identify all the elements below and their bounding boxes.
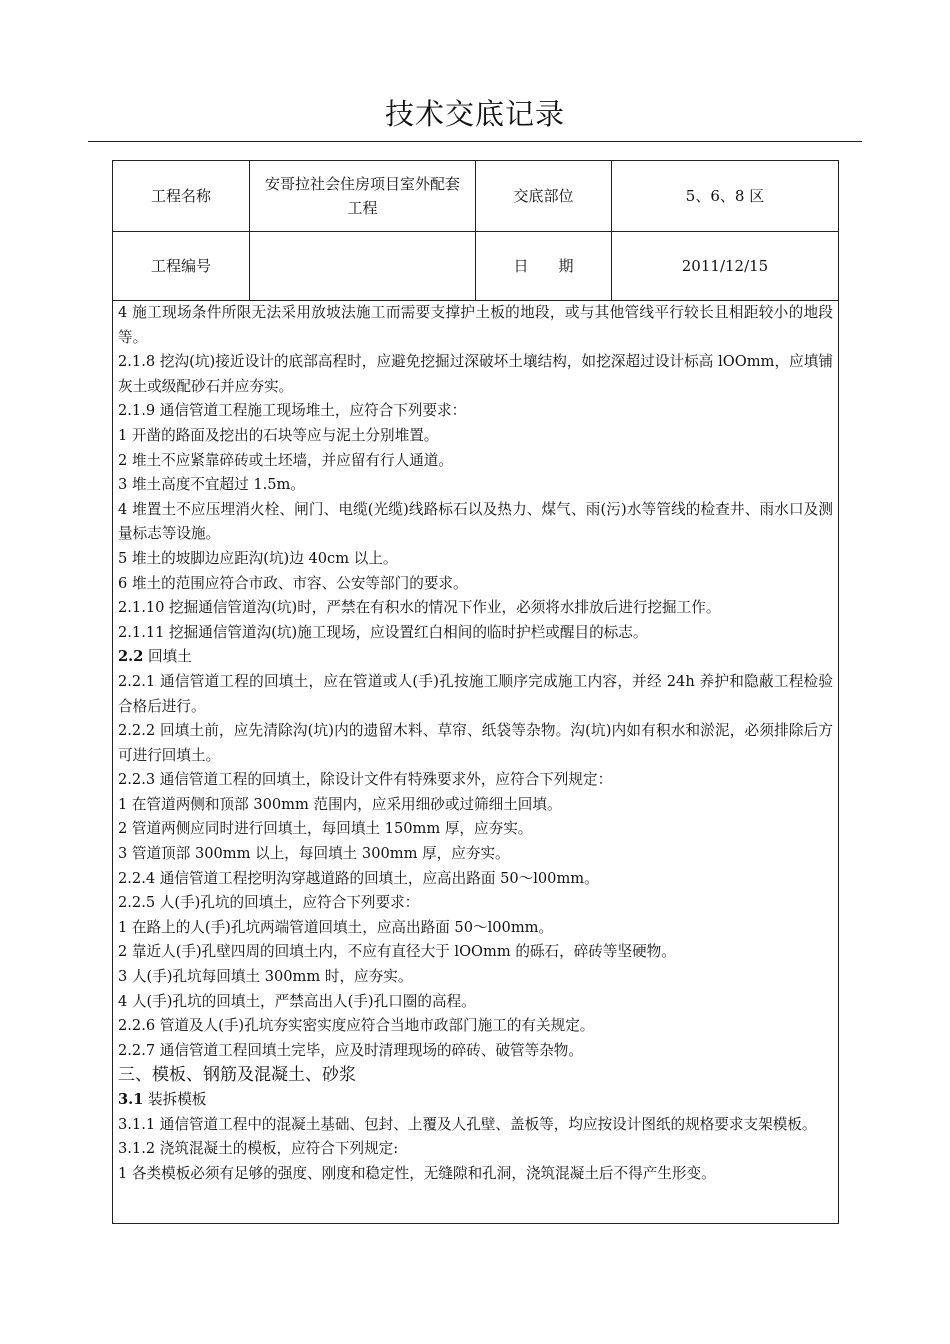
project-name-label: 工程名称 — [150, 187, 211, 205]
title-underline — [88, 141, 862, 142]
paragraph-text: 2.1.9 通信管道工程施工现场堆土，应符合下列要求： — [118, 402, 467, 420]
project-code-label: 工程编号 — [150, 257, 211, 275]
content-paragraph — [118, 940, 833, 965]
content-paragraph — [118, 1088, 833, 1113]
content-paragraph — [118, 301, 833, 350]
content-paragraph — [118, 1162, 833, 1187]
paragraph-text: 1 开凿的路面及挖出的石块等应与泥土分别堆置。 — [118, 426, 439, 444]
disclosure-form — [112, 160, 839, 1224]
paragraph-text: 三、模板、钢筋及混凝土、砂浆 — [118, 1065, 356, 1086]
paragraph-text: 2.2.1 通信管道工程的回填土，应在管道或人(手)孔按施工顺序完成施工内容，并经 24h 养护和隐蔽工程检验合格后进行。 — [118, 672, 833, 715]
project-name-value: 安哥拉社会住房项目室外配套工程 — [264, 175, 460, 217]
paragraph-text: 2.2.2 回填土前，应先清除沟(坑)内的遗留木料、草帘、纸袋等杂物。沟(坑)内如有积水和淤泥，必须排除后方可进行回填土。 — [118, 722, 833, 764]
section-number: 2.2 — [118, 648, 144, 666]
paragraph-text: 2.2.6 管道及人(手)孔坑夯实密实度应符合当地市政部门施工的有关规定。 — [118, 1017, 595, 1035]
content-paragraph — [118, 473, 833, 498]
content-paragraph — [118, 596, 833, 621]
paragraph-text: 2.1.10 挖掘通信管道沟(坑)时，严禁在有积水的情况下作业，必须将水排放后进行挖掘工作。 — [118, 599, 721, 617]
content-paragraph — [118, 916, 833, 941]
paragraph-text: 2 堆土不应紧靠碎砖或土坯墙，并应留有行人通道。 — [118, 451, 453, 469]
content-paragraph — [118, 793, 833, 818]
content-paragraph — [118, 621, 833, 646]
content-paragraph — [118, 719, 833, 768]
location-label: 交底部位 — [513, 187, 574, 205]
content-paragraph — [118, 842, 833, 867]
paragraph-text: 3 堆土高度不宜超过 1.5m。 — [118, 476, 305, 494]
content-paragraph — [118, 547, 833, 572]
paragraph-text: 5 堆土的坡脚边应距沟(坑)边 40cm 以上。 — [118, 549, 398, 567]
content-paragraph — [118, 424, 833, 449]
paragraph-text: 3.1.2 浇筑混凝土的模板，应符合下列规定: — [118, 1140, 399, 1158]
paragraph-text: 2.1.11 挖掘通信管道沟(坑)施工现场，应设置红白相间的临时护栏或醒目的标志。 — [118, 623, 648, 641]
paragraph-text: 2.2.7 通信管道工程回填土完毕，应及时清理现场的碎砖、破管等杂物。 — [118, 1041, 583, 1059]
location-value: 5、6、8 区 — [685, 187, 765, 205]
content-paragraph — [118, 1137, 833, 1162]
content-paragraph — [118, 891, 833, 916]
content-paragraph — [118, 670, 833, 719]
paragraph-text: 1 各类模板必须有足够的强度、刚度和稳定性，无缝隙和孔洞，浇筑混凝土后不得产生形变。 — [118, 1164, 716, 1182]
content-paragraph — [118, 867, 833, 892]
paragraph-text: 2 靠近人(手)孔壁四周的回填土内，不应有直径大于 lOOmm 的砾石，碎砖等坚硬物。 — [118, 943, 676, 961]
paragraph-text: 2.1.8 挖沟(坑)接近设计的底部高程时，应避免挖掘过深破坏土壤结构，如挖深超过设计标高 lOOmm，应填铺灰土或级配砂石并应夯实。 — [118, 353, 833, 395]
content-paragraph — [118, 817, 833, 842]
content-paragraph — [118, 1039, 833, 1064]
date-label: 日 期 — [513, 257, 574, 275]
paragraph-text: 回填土 — [143, 648, 192, 666]
paragraph-text: 4 施工现场条件所限无法采用放坡法施工而需要支撑护土板的地段，或与其他管线平行较长且相距较小的地段等。 — [118, 304, 833, 346]
content-paragraph — [118, 572, 833, 597]
disclosure-content — [118, 301, 833, 1186]
content-paragraph — [118, 965, 833, 990]
date-value: 2011/12/15 — [681, 257, 769, 275]
section-heading — [118, 1063, 833, 1088]
paragraph-text: 2.2.4 通信管道工程挖明沟穿越道路的回填土，应高出路面 50～l00mm。 — [118, 869, 599, 887]
content-paragraph — [118, 768, 833, 793]
content-paragraph — [118, 1014, 833, 1039]
paragraph-text: 2.2.5 人(手)孔坑的回填土，应符合下列要求： — [118, 894, 420, 912]
paragraph-text: 4 堆置土不应压埋消火栓、闸门、电缆(光缆)线路标石以及热力、煤气、雨(污)水等管线的检查井、雨水口及测量标志等设施。 — [118, 500, 833, 543]
content-paragraph — [118, 1113, 833, 1138]
paragraph-text: 3 管道顶部 300mm 以上，每回填土 300mm 厚，应夯实。 — [118, 845, 510, 863]
paragraph-text: 3 人(手)孔坑每回填土 300mm 时，应夯实。 — [118, 968, 413, 986]
paragraph-text: 1 在路上的人(手)孔坑两端管道回填土，应高出路面 50～l00mm。 — [118, 918, 554, 936]
project-code-value — [250, 232, 475, 300]
paragraph-text: 6 堆土的范围应符合市政、市容、公安等部门的要求。 — [118, 574, 468, 592]
paragraph-text: 1 在管道两侧和顶部 300mm 范围内，应采用细砂或过筛细土回填。 — [118, 795, 562, 813]
content-paragraph — [118, 399, 833, 424]
content-paragraph — [118, 645, 833, 670]
content-paragraph — [118, 498, 833, 547]
content-paragraph — [118, 990, 833, 1015]
document-title: 技术交底记录 — [384, 97, 565, 131]
paragraph-text: 装拆模板 — [143, 1091, 207, 1108]
paragraph-text: 2 管道两侧应同时进行回填土，每回填土 150mm 厚，应夯实。 — [118, 820, 533, 838]
content-paragraph — [118, 449, 833, 474]
paragraph-text: 3.1.1 通信管道工程中的混凝土基础、包封、上覆及人孔壁、盖板等，均应按设计图纸的规格要求支架模板。 — [118, 1115, 817, 1133]
section-number: 3.1 — [118, 1091, 144, 1108]
paragraph-text: 2.2.3 通信管道工程的回填土，除设计文件有特殊要求外，应符合下列规定： — [118, 771, 613, 789]
paragraph-text: 4 人(手)孔坑的回填土，严禁高出人(手)孔口圈的高程。 — [118, 992, 476, 1010]
content-paragraph — [118, 350, 833, 399]
